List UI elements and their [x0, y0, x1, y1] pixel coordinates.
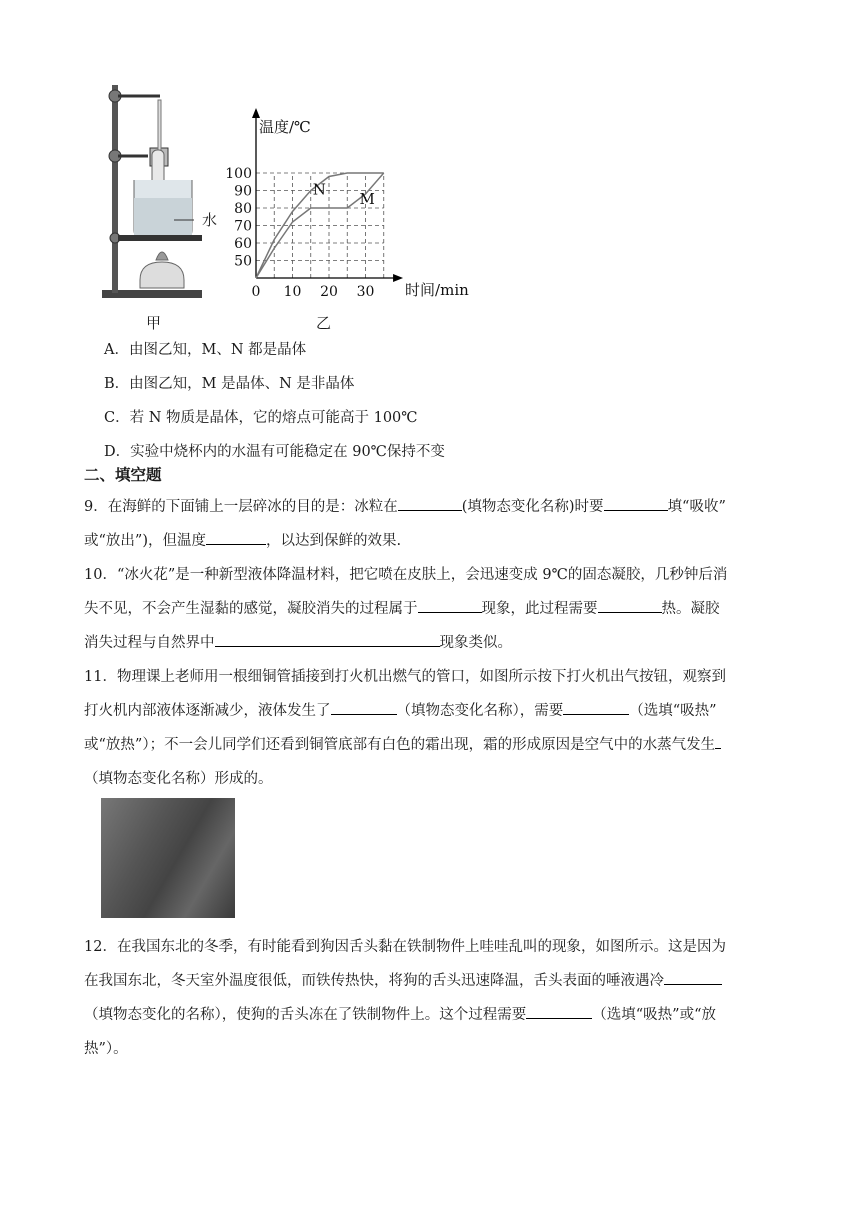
option-d: D．实验中烧杯内的水温有可能稳定在 90℃保持不变 [104, 444, 445, 460]
y-axis-arrow [252, 108, 260, 118]
y-axis-label: 温度/℃ [259, 118, 311, 136]
y-tick-label: 80 [234, 201, 252, 217]
series-label-M: M [359, 190, 375, 208]
x-tick-label: 10 [283, 284, 302, 300]
x-axis-arrow [393, 274, 403, 282]
option-a: A．由图乙知，M、N 都是晶体 [104, 342, 307, 358]
apparatus-illustration [102, 85, 202, 298]
option-c: C．若 N 物质是晶体，它的熔点可能高于 100℃ [104, 410, 418, 426]
y-tick-label: 70 [234, 218, 252, 235]
option-b: B．由图乙知，M 是晶体、N 是非晶体 [104, 376, 355, 392]
y-tick-label: 100 [225, 166, 252, 182]
temperature-time-chart [225, 108, 469, 300]
x-axis-label: 时间/min [405, 281, 469, 299]
lighter-copper-tube-photo [101, 798, 235, 918]
y-tick-label: 50 [234, 253, 252, 270]
y-tick-label: 60 [234, 236, 252, 252]
question-12: 12．在我国东北的冬季，有时能看到狗因舌头黏在铁制物件上哇哇乱叫的现象，如图所示。这是因为 在我国东北，冬天室外温度很低，而铁传热快，将狗的舌头迅速降温，舌头表面的唾液遇冷 （填物态变化的名称），使狗的舌头冻在了铁制物件上。这个过程需要 （选填“吸热”或“放 热”）。 [84, 939, 726, 1057]
x-tick-label: 20 [320, 284, 338, 300]
caption-yi: 乙 [316, 314, 332, 332]
series-label-N: N [312, 180, 326, 199]
caption-jia: 甲 [146, 314, 162, 332]
x-tick-label: 30 [356, 284, 375, 300]
x-tick-label: 0 [251, 284, 261, 300]
question-9: 9．在海鲜的下面铺上一层碎冰的目的是：冰粒在 (填物态变化名称)时要 填“吸收” 或“放出”)，但温度 ，以达到保鲜的效果. [84, 490, 774, 558]
question-10: 10．“冰火花”是一种新型液体降温材料，把它喷在皮肤上，会迅速变成 9℃的固态凝胶，几秒钟后消 失不见，不会产生湿黏的感觉，凝胶消失的过程属于 现象，此过程需要 热。凝胶 消失过程与自然界中 现象类似。 [84, 567, 728, 651]
experiment-figure [96, 80, 469, 335]
water-label: 水 [202, 211, 218, 229]
section-title: 二、填空题 [84, 466, 162, 484]
question-11: 11．物理课上老师用一根细铜管插接到打火机出燃气的管口，如图所示按下打火机出气按钮，观察到 打火机内部液体逐渐减少，液体发生了 （填物态变化名称），需要 （选填“吸热” 或“放热”）；不一会儿同学们还看到铜管底部有白色的霜出现，霜的形成原因是空气中的水蒸气发生 （填物态变化名称）形成的。 [84, 669, 726, 787]
y-tick-label: 90 [234, 183, 252, 200]
